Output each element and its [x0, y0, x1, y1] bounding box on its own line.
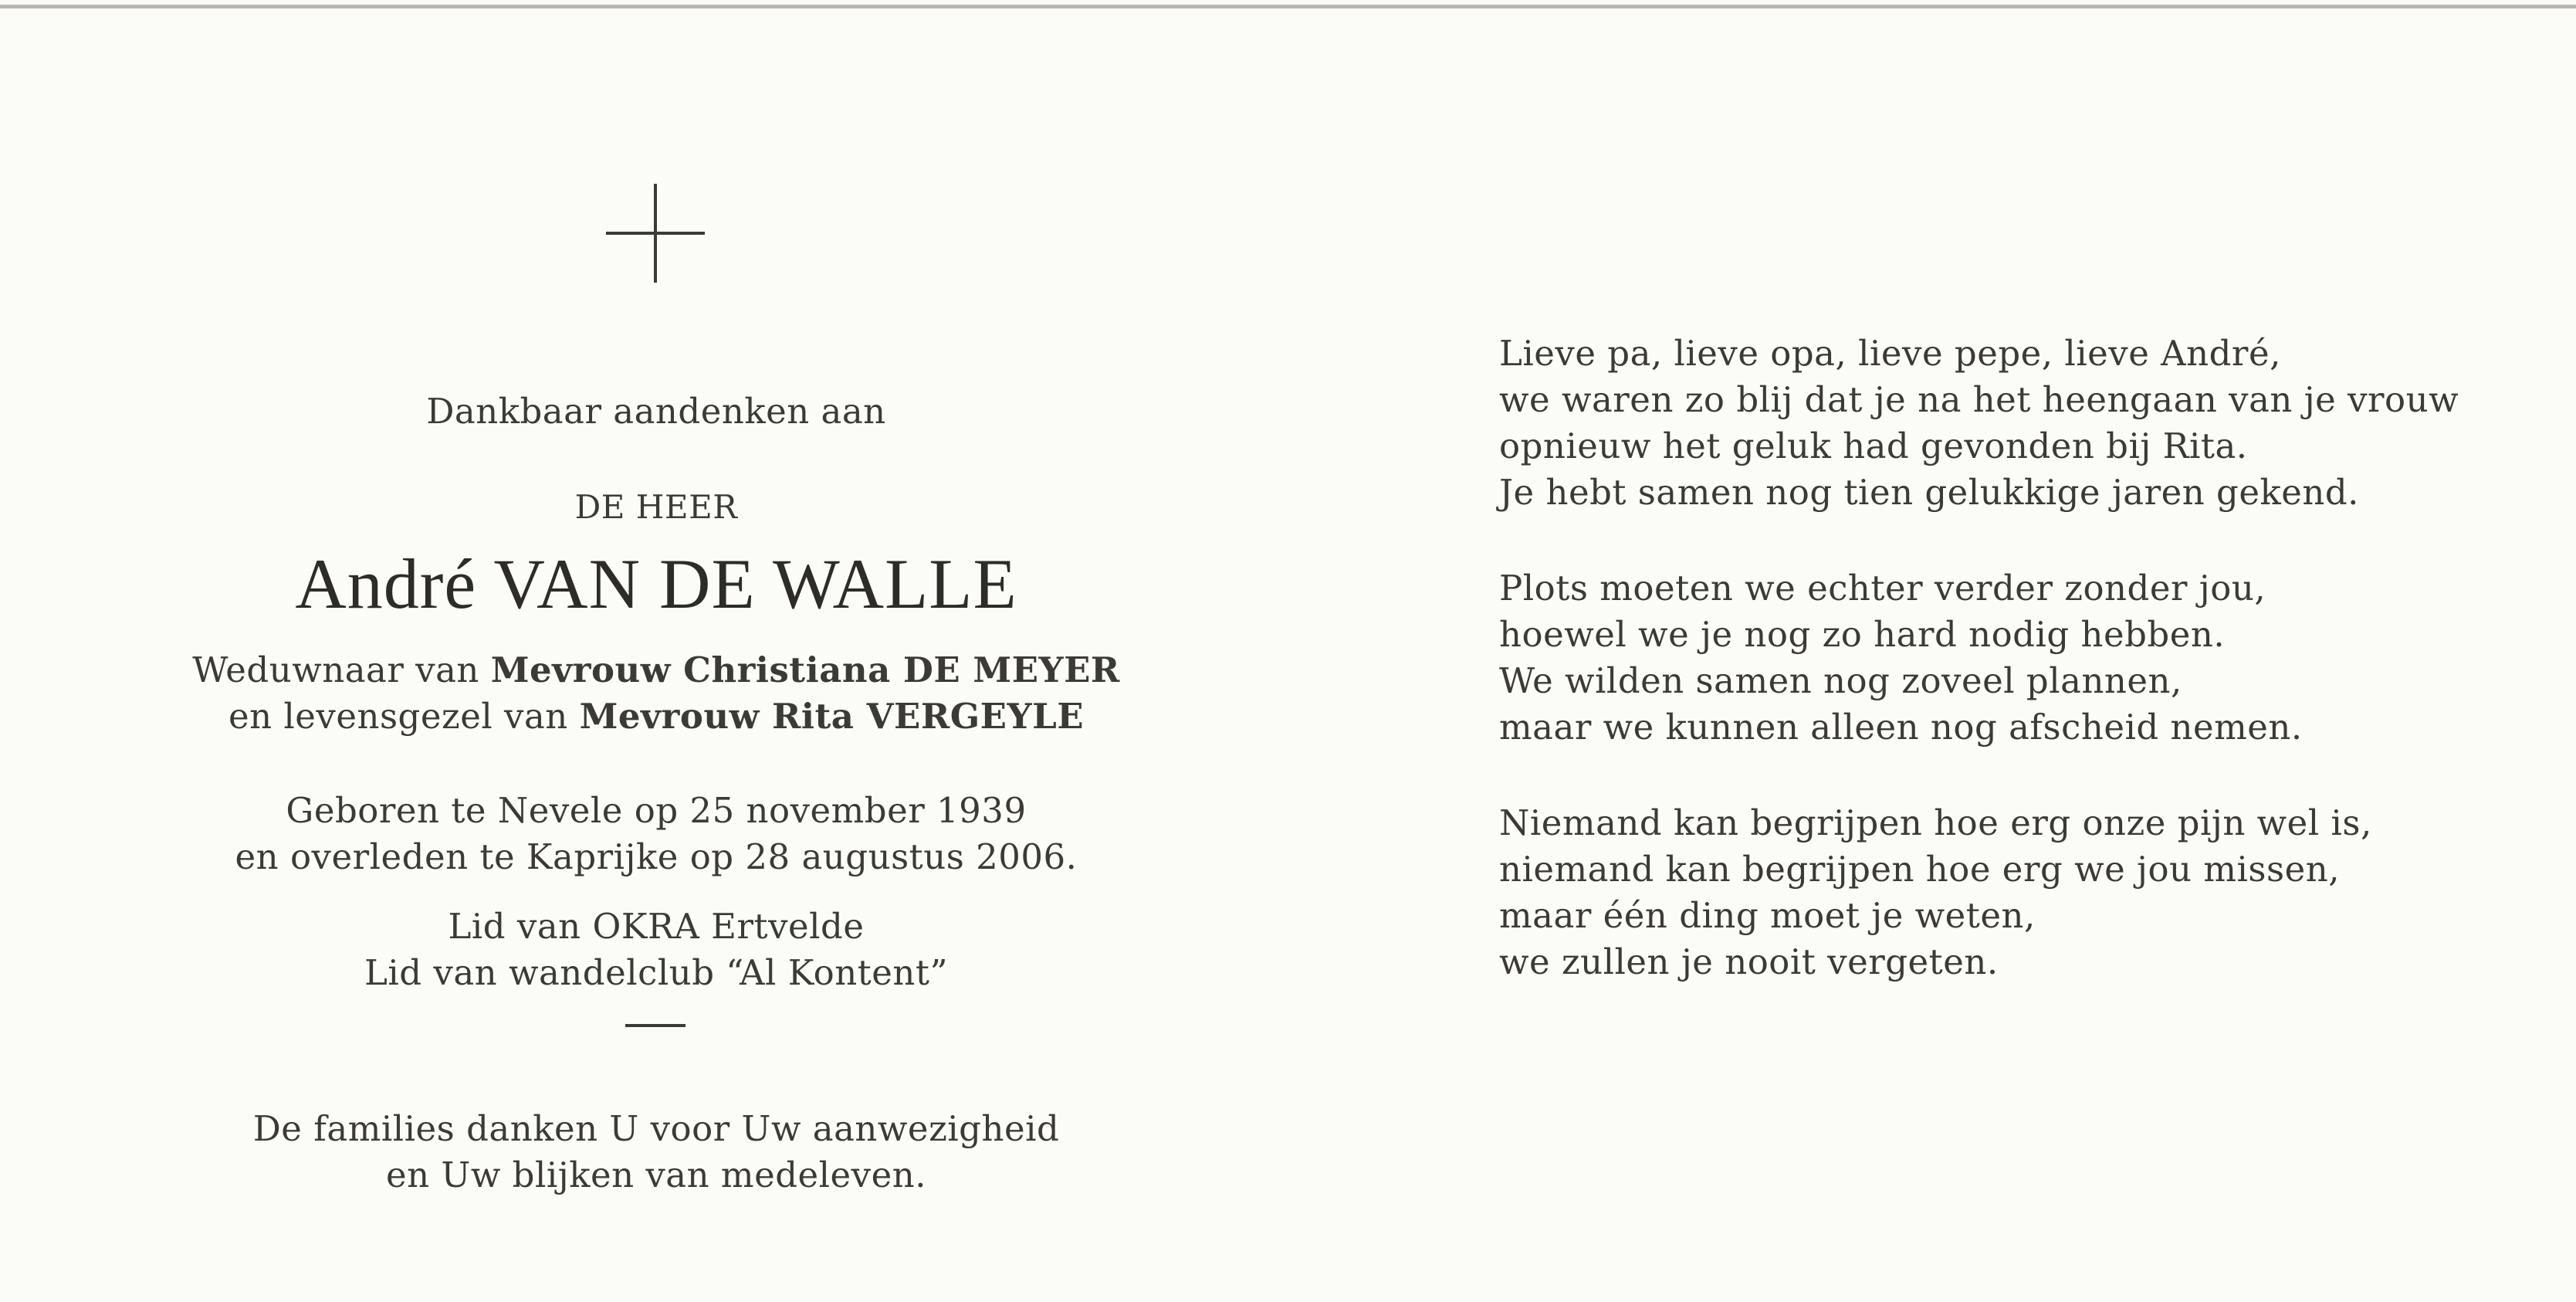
honorific-title: DE HEER: [574, 488, 738, 526]
membership-okra: Lid van OKRA Ertvelde: [448, 906, 865, 947]
thanks-line-1: De families danken U voor Uw aanwezigheid: [252, 1108, 1060, 1149]
poem-line: maar één ding moet je weten,: [1499, 895, 2036, 936]
relation-partner-prefix: en levensgezel van: [228, 696, 580, 737]
poem-line: Lieve pa, lieve opa, lieve pepe, lieve André,: [1499, 333, 2281, 374]
poem-line: we waren zo blij dat je na het heengaan van je vrouw: [1499, 379, 2459, 420]
poem-line: Niemand kan begrijpen hoe erg onze pijn wel is,: [1499, 802, 2372, 843]
poem-line: hoewel we je nog zo hard nodig hebben.: [1499, 614, 2226, 655]
relation-partner: [0, 693, 1312, 740]
relation-partner-name: Mevrouw Rita VERGEYLE: [579, 696, 1085, 737]
section-divider: [625, 1024, 685, 1027]
death-info: en overleden te Kaprijke op 28 augustus 2006.: [235, 836, 1078, 877]
birth-info: Geboren te Nevele op 25 november 1939: [286, 790, 1027, 831]
deceased-name: André VAN DE WALLE: [295, 544, 1017, 623]
cross-icon: [606, 184, 705, 283]
poem-line: Je hebt samen nog tien gelukkige jaren gekend.: [1499, 472, 2359, 513]
membership-walking-club: Lid van wandelclub “Al Kontent”: [364, 952, 948, 993]
poem-line: We wilden samen nog zoveel plannen,: [1499, 660, 2182, 701]
poem-line: niemand kan begrijpen hoe erg we jou missen,: [1499, 849, 2341, 890]
thanks-line-2: en Uw blijken van medeleven.: [385, 1155, 927, 1195]
poem-line: opnieuw het geluk had gevonden bij Rita.: [1499, 426, 2248, 466]
relation-widower-prefix: Weduwnaar van: [192, 649, 491, 690]
remembrance-header: Dankbaar aandenken aan: [426, 391, 886, 432]
relation-widower-name: Mevrouw Christiana DE MEYER: [490, 649, 1120, 690]
poem-line: we zullen je nooit vergeten.: [1499, 941, 1999, 982]
poem-line: maar we kunnen alleen nog afscheid nemen.: [1499, 707, 2303, 748]
poem-line: Plots moeten we echter verder zonder jou,: [1499, 568, 2266, 609]
relation-widower: [0, 647, 1312, 693]
